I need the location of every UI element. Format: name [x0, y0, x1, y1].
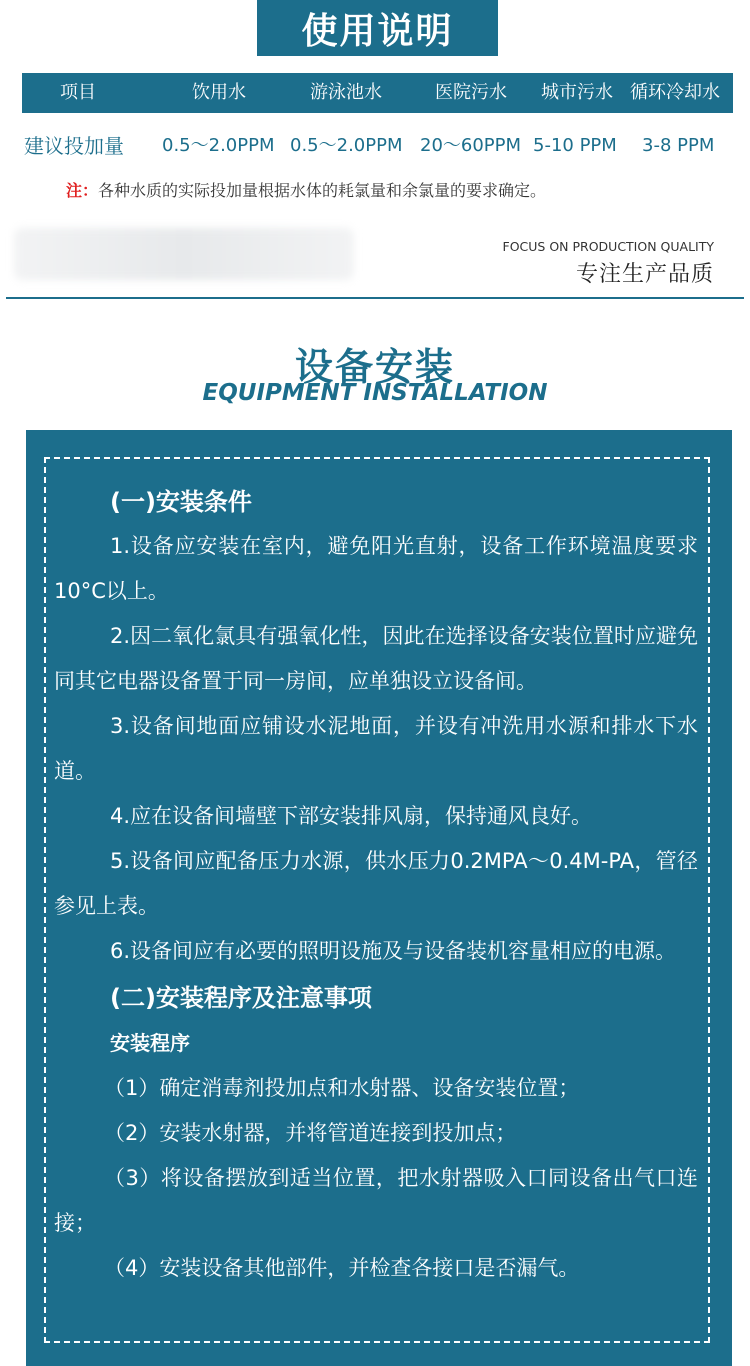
- condition-item: 6.设备间应有必要的照明设施及与设备装机容量相应的电源。: [110, 939, 677, 963]
- condition-item: 1.设备应安装在室内，避免阳光直射，设备工作环境温度要求10°C以上。: [54, 534, 698, 603]
- installation-title: 设备安装: [294, 345, 455, 389]
- procedure-step: （1）确定消毒剂投加点和水射器、设备安装位置；: [104, 1076, 580, 1100]
- table-header-cooling-water: 循环冷却水: [630, 82, 720, 103]
- usage-title: 使用说明: [257, 0, 498, 56]
- table-row-label: 建议投加量: [24, 134, 124, 158]
- dosage-table-row: [22, 126, 733, 166]
- slogan-chinese: 专注生产品质: [575, 262, 714, 287]
- condition-item: 2.因二氧化氯具有强氧化性，因此在选择设备安装位置时应避免同其它电器设备置于同一房间，应单独设立设备间。: [54, 624, 698, 693]
- table-header-item: 项目: [60, 82, 96, 103]
- procedure-step: （4）安装设备其他部件，并检查各接口是否漏气。: [104, 1256, 580, 1280]
- table-header-city-sewage: 城市污水: [541, 82, 613, 103]
- blurred-banner-decoration: [14, 228, 354, 280]
- table-cell-cooling-water: 3-8 PPM: [642, 135, 715, 156]
- condition-item: 5.设备间应配备压力水源，供水压力0.2MPA～0.4M-PA，管径参见上表。: [54, 849, 698, 918]
- slogan-english: FOCUS ON PRODUCTION QUALITY: [502, 239, 714, 254]
- installation-content: [54, 480, 698, 1291]
- note-text: 各种水质的实际投加量根据水体的耗氯量和余氯量的要求确定。: [98, 181, 547, 200]
- table-cell-pool-water: 0.5～2.0PPM: [290, 135, 403, 156]
- installation-panel: [26, 430, 732, 1366]
- dosage-table-header: [22, 73, 733, 113]
- section-divider: [6, 297, 744, 299]
- note-label: 注：: [66, 181, 99, 200]
- procedure-step: （3）将设备摆放到适当位置，把水射器吸入口同设备出气口连接；: [54, 1166, 698, 1235]
- procedure-heading: (二)安装程序及注意事项: [110, 984, 372, 1012]
- condition-item: 3.设备间地面应铺设水泥地面，并设有冲洗用水源和排水下水道。: [54, 714, 698, 783]
- table-header-drinking-water: 饮用水: [192, 82, 246, 103]
- table-cell-city-sewage: 5-10 PPM: [533, 135, 617, 156]
- table-cell-drinking-water: 0.5～2.0PPM: [162, 135, 275, 156]
- procedure-subheading: 安装程序: [110, 1031, 190, 1055]
- installation-subtitle: EQUIPMENT INSTALLATION: [202, 380, 548, 406]
- table-header-pool-water: 游泳池水: [310, 82, 382, 103]
- procedure-step: （2）安装水射器，并将管道连接到投加点；: [104, 1121, 517, 1145]
- conditions-heading: (一)安装条件: [110, 488, 252, 516]
- table-header-hospital-sewage: 医院污水: [435, 82, 507, 103]
- table-cell-hospital-sewage: 20～60PPM: [420, 135, 522, 156]
- condition-item: 4.应在设备间墙壁下部安装排风扇，保持通风良好。: [110, 804, 593, 828]
- dosage-note: [66, 178, 546, 201]
